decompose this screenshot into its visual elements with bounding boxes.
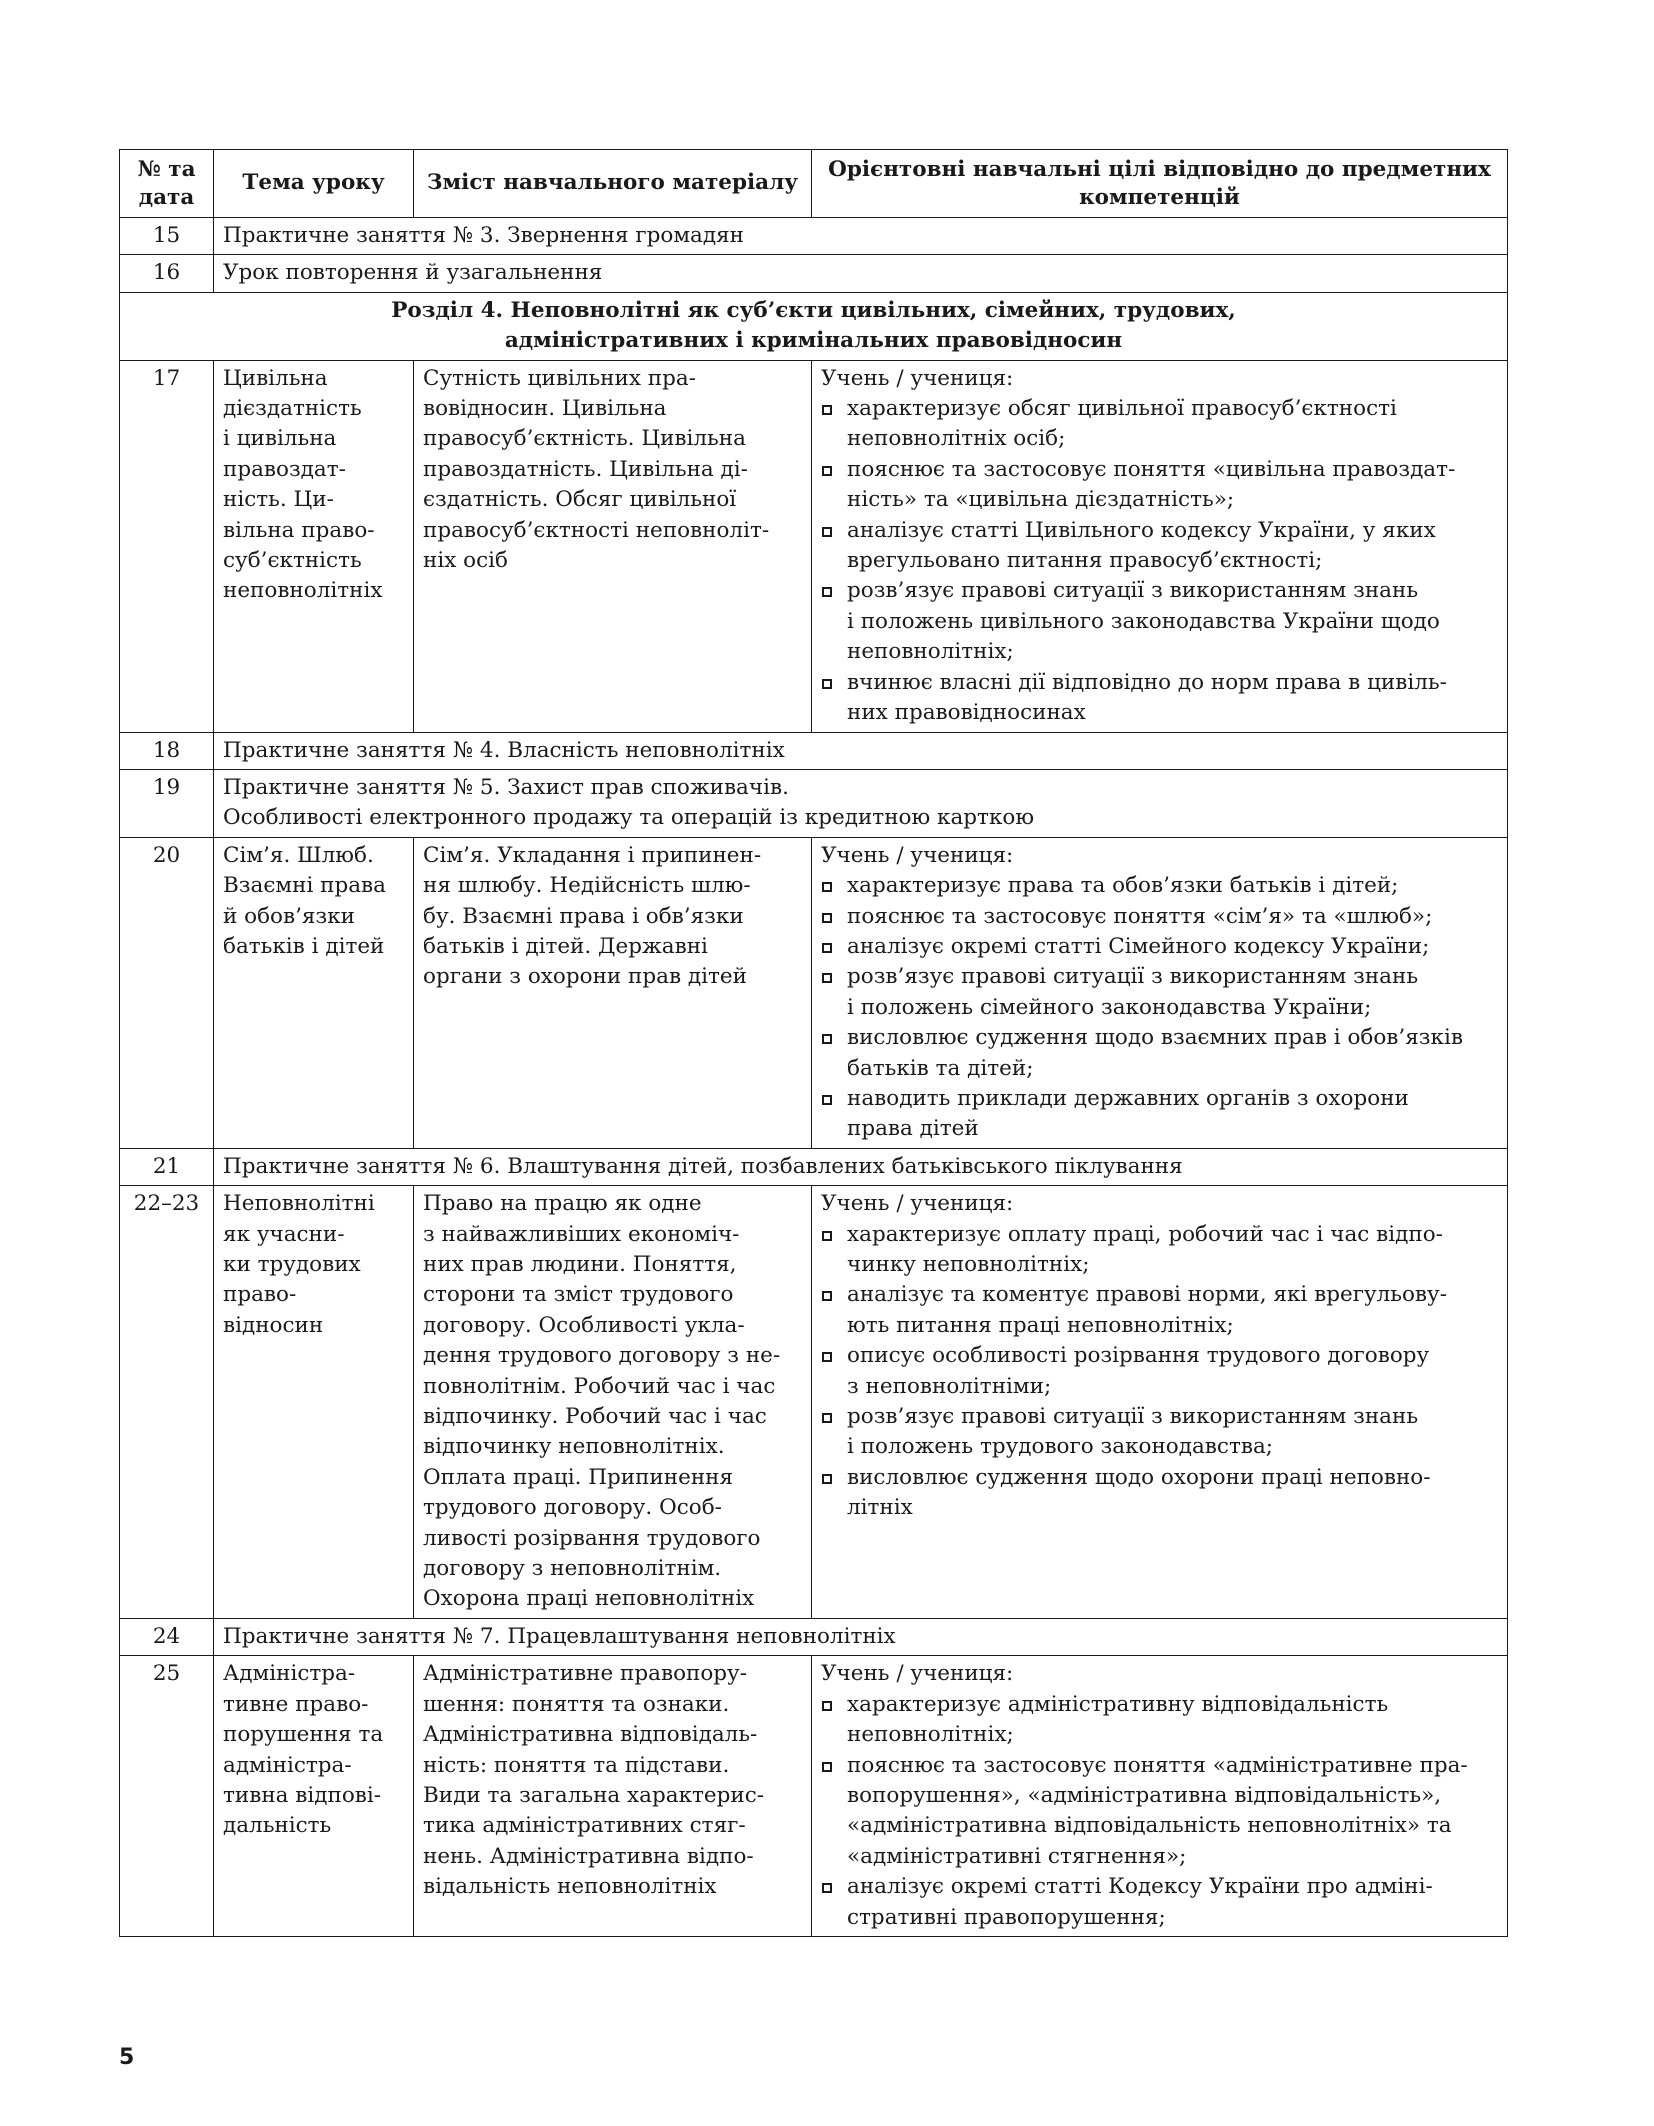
topic-line: дальність: [223, 1813, 332, 1839]
square-bullet-icon: [822, 1762, 832, 1772]
lesson-number: 22–23: [120, 1186, 214, 1619]
square-bullet-icon: [822, 973, 832, 983]
content-line: договору з неповнолітнім.: [423, 1556, 722, 1582]
content-line: трудового договору. Особ-: [423, 1495, 722, 1521]
content-line: них прав людини. Поняття,: [423, 1252, 737, 1277]
practical-lesson-title: Практичне заняття № 6. Влаштування дітей, позбавлених батьківського піклування: [214, 1148, 1508, 1185]
table-row: [120, 732, 1508, 769]
content-line: з найважливіших економіч-: [423, 1221, 740, 1247]
objective-item: [821, 1220, 1498, 1281]
objective-line: описує особливості розірвання трудового договору: [847, 1343, 1430, 1369]
content-line: Сутність цивільних пра-: [423, 365, 696, 391]
topic-line: Взаємні права: [223, 873, 386, 899]
objective-item: [821, 1341, 1498, 1402]
objective-line: розв’язує правові ситуації з використанням знань: [847, 1404, 1419, 1430]
objective-line: характеризує адміністративну відповідальність: [847, 1691, 1389, 1717]
content-line: шення: поняття та ознаки.: [423, 1691, 730, 1717]
objective-line: неповнолітніх;: [847, 1722, 1014, 1748]
header-number-date: № та дата: [120, 150, 214, 218]
topic-line: адміністра-: [223, 1752, 352, 1778]
content-line: правосуб’єктність. Цивільна: [423, 426, 746, 452]
objective-line: пояснює та застосовує поняття «адміністративне пра-: [847, 1752, 1468, 1778]
square-bullet-icon: [822, 1413, 832, 1423]
table-body: [120, 218, 1508, 1937]
square-bullet-icon: [822, 943, 832, 953]
objective-line: і положень цивільного законодавства України щодо: [847, 608, 1440, 634]
lesson-number: 17: [120, 360, 214, 732]
objective-item: [821, 871, 1498, 901]
square-bullet-icon: [822, 527, 832, 537]
topic-line: право-: [223, 1282, 297, 1308]
objective-line: вопорушення», «адміністративна відповідальність»,: [847, 1782, 1442, 1808]
topic-line: тивна відпові-: [223, 1782, 382, 1808]
practical-lesson-title: [214, 769, 1508, 837]
objective-line: права дітей: [847, 1116, 979, 1142]
lesson-number: 19: [120, 769, 214, 837]
topic-line: дієздатність: [223, 396, 362, 422]
lesson-content: [414, 1656, 812, 1937]
practical-lesson-title: Практичне заняття № 3. Звернення громадян: [214, 218, 1508, 255]
content-line: дення трудового договору з не-: [423, 1343, 781, 1369]
topic-line: відносин: [223, 1312, 324, 1338]
content-line: Види та загальна характерис-: [423, 1782, 765, 1808]
objective-line: неповнолітніх;: [847, 639, 1014, 665]
content-line: Адміністративна відповідаль-: [423, 1722, 758, 1748]
lesson-content: [414, 360, 812, 732]
objectives-intro: Учень / учениця:: [821, 1191, 1014, 1217]
lesson-number: 24: [120, 1618, 214, 1655]
content-line: відальність неповнолітніх: [423, 1874, 717, 1900]
topic-line: ки трудових: [223, 1252, 361, 1277]
objective-line: і положень трудового законодавства;: [847, 1434, 1274, 1460]
content-line: ніх осіб: [423, 548, 508, 574]
objective-line: ність» та «цивільна дієздатність»;: [847, 487, 1235, 513]
objective-line: батьків та дітей;: [847, 1055, 1034, 1081]
objective-line: розв’язує правові ситуації з використанням знань: [847, 578, 1419, 604]
content-line: відпочинку. Робочий час і час: [423, 1404, 767, 1430]
content-line: правоздатність. Цивільна ді-: [423, 456, 748, 482]
objective-line: характеризує обсяг цивільної правосуб’єктності: [847, 396, 1397, 422]
lesson-objectives: [812, 837, 1508, 1148]
objective-item: [821, 1023, 1498, 1084]
title-line: Особливості електронного продажу та операцій із кредитною карткою: [223, 805, 1035, 831]
objective-line: чинку неповнолітніх;: [847, 1252, 1090, 1277]
topic-line: і цивільна: [223, 426, 337, 452]
content-line: повнолітнім. Робочий час і час: [423, 1373, 776, 1399]
content-line: договору. Особливості укла-: [423, 1312, 745, 1338]
objective-line: і положень сімейного законодавства України;: [847, 994, 1372, 1020]
practical-lesson-title: Урок повторення й узагальнення: [214, 255, 1508, 292]
topic-line: Сім’я. Шлюб.: [223, 842, 374, 868]
objective-item: [821, 455, 1498, 516]
content-line: Охорона праці неповнолітніх: [423, 1586, 755, 1612]
objective-line: розв’язує правові ситуації з використанням знань: [847, 964, 1419, 990]
topic-line: й обов’язки: [223, 903, 355, 929]
objective-line: пояснює та застосовує поняття «цивільна правоздат-: [847, 456, 1456, 482]
objective-item: [821, 668, 1498, 729]
objective-item: [821, 516, 1498, 577]
objective-line: характеризує оплату праці, робочий час і час відпо-: [847, 1221, 1443, 1247]
lesson-number: 25: [120, 1656, 214, 1937]
content-line: бу. Взаємні права і обв’язки: [423, 903, 744, 929]
section-title-line: Розділ 4. Неповнолітні як суб’єкти цивільних, сімейних, трудових,: [391, 297, 1236, 323]
table-row: [120, 1186, 1508, 1619]
topic-line: суб’єктність: [223, 548, 362, 574]
content-line: органи з охорони прав дітей: [423, 964, 747, 990]
objective-line: літніх: [847, 1495, 913, 1521]
square-bullet-icon: [822, 1231, 832, 1241]
objective-line: аналізує окремі статті Сімейного кодексу України;: [847, 933, 1430, 959]
objective-item: [821, 394, 1498, 455]
objectives-intro: Учень / учениця:: [821, 365, 1014, 391]
square-bullet-icon: [822, 1701, 832, 1711]
square-bullet-icon: [822, 913, 832, 923]
objective-line: «адміністративна відповідальність неповнолітніх» та: [847, 1813, 1452, 1839]
lesson-objectives: [812, 360, 1508, 732]
header-objectives: Орієнтовні навчальні цілі відповідно до предметних компетенцій: [812, 150, 1508, 218]
topic-line: порушення та: [223, 1722, 384, 1748]
section-row: [120, 292, 1508, 360]
objective-line: характеризує права та обов’язки батьків і дітей;: [847, 873, 1399, 899]
topic-line: Адміністра-: [223, 1661, 356, 1687]
objective-line: наводить приклади державних органів з охорони: [847, 1085, 1409, 1111]
objectives-intro: Учень / учениця:: [821, 842, 1014, 868]
square-bullet-icon: [822, 1352, 832, 1362]
header-lesson-topic: Тема уроку: [214, 150, 414, 218]
content-line: єздатність. Обсяг цивільної: [423, 487, 737, 513]
content-line: сторони та зміст трудового: [423, 1282, 734, 1308]
content-line: ня шлюбу. Недійсність шлю-: [423, 873, 751, 899]
content-line: ність: поняття та підстави.: [423, 1752, 730, 1778]
title-line: Практичне заняття № 5. Захист прав споживачів.: [223, 774, 789, 800]
lesson-topic: [214, 837, 414, 1148]
square-bullet-icon: [822, 1034, 832, 1044]
objective-item: [821, 1751, 1498, 1873]
topic-line: Цивільна: [223, 365, 328, 391]
content-line: тика адміністративних стяг-: [423, 1813, 746, 1839]
square-bullet-icon: [822, 679, 832, 689]
objective-line: з неповнолітніми;: [847, 1373, 1052, 1399]
lesson-number: 18: [120, 732, 214, 769]
objective-line: аналізує окремі статті Кодексу України про адміні-: [847, 1874, 1433, 1900]
objective-item: [821, 932, 1498, 962]
objective-item: [821, 1402, 1498, 1463]
lesson-number: 20: [120, 837, 214, 1148]
curriculum-table: [119, 149, 1508, 1937]
topic-line: правоздат-: [223, 456, 346, 482]
square-bullet-icon: [822, 587, 832, 597]
content-line: Сім’я. Укладання і припинен-: [423, 842, 762, 868]
table-header-row: [120, 150, 1508, 218]
lesson-content: [414, 1186, 812, 1619]
lesson-number: 21: [120, 1148, 214, 1185]
table-row: [120, 255, 1508, 292]
content-line: відпочинку неповнолітніх.: [423, 1434, 725, 1460]
content-line: Право на працю як одне: [423, 1191, 702, 1217]
page-number: 5: [119, 2045, 135, 2070]
lesson-number: 16: [120, 255, 214, 292]
content-line: ливості розірвання трудового: [423, 1525, 761, 1551]
objective-line: неповнолітніх осіб;: [847, 426, 1066, 452]
content-line: Адміністративне правопору-: [423, 1661, 747, 1687]
lesson-objectives: [812, 1656, 1508, 1937]
table-row: [120, 1148, 1508, 1185]
objective-line: врегульовано питання правосуб’єктності;: [847, 548, 1323, 574]
objective-item: [821, 1690, 1498, 1751]
objective-line: вчинює власні дії відповідно до норм права в цивіль-: [847, 669, 1447, 695]
lesson-topic: [214, 1186, 414, 1619]
header-content: Зміст навчального матеріалу: [414, 150, 812, 218]
objective-line: пояснює та застосовує поняття «сім’я» та «шлюб»;: [847, 903, 1433, 929]
objective-item: [821, 1872, 1498, 1933]
objective-line: аналізує та коментує правові норми, які врегульову-: [847, 1282, 1447, 1308]
table-row: [120, 1656, 1508, 1937]
square-bullet-icon: [822, 1883, 832, 1893]
objective-line: висловлює судження щодо взаємних прав і обов’язків: [847, 1025, 1463, 1051]
table-row: [120, 1618, 1508, 1655]
topic-line: вільна право-: [223, 517, 375, 543]
topic-line: тивне право-: [223, 1691, 369, 1717]
topic-line: Неповнолітні: [223, 1191, 375, 1217]
content-line: батьків і дітей. Державні: [423, 933, 708, 959]
objectives-intro: Учень / учениця:: [821, 1661, 1014, 1687]
objective-line: аналізує статті Цивільного кодексу України, у яких: [847, 517, 1436, 543]
square-bullet-icon: [822, 405, 832, 415]
objective-item: [821, 1280, 1498, 1341]
table-row: [120, 837, 1508, 1148]
section-title-line: адміністративних і кримінальних правовідносин: [504, 328, 1123, 354]
objective-item: [821, 1463, 1498, 1524]
content-line: правосуб’єктності неповноліт-: [423, 517, 770, 543]
content-line: нень. Адміністративна відпо-: [423, 1843, 754, 1869]
square-bullet-icon: [822, 466, 832, 476]
square-bullet-icon: [822, 1474, 832, 1484]
objective-item: [821, 576, 1498, 667]
content-line: Оплата праці. Припинення: [423, 1464, 734, 1490]
table-row: [120, 218, 1508, 255]
content-line: вовідносин. Цивільна: [423, 396, 667, 422]
topic-line: як учасни-: [223, 1221, 345, 1247]
lesson-objectives: [812, 1186, 1508, 1619]
square-bullet-icon: [822, 1095, 832, 1105]
practical-lesson-title: Практичне заняття № 7. Працевлаштування неповнолітніх: [214, 1618, 1508, 1655]
objective-line: висловлює судження щодо охорони праці неповно-: [847, 1464, 1431, 1490]
practical-lesson-title: Практичне заняття № 4. Власність неповнолітніх: [214, 732, 1508, 769]
topic-line: неповнолітніх: [223, 578, 383, 604]
objective-item: [821, 962, 1498, 1023]
objective-line: стративні правопорушення;: [847, 1904, 1166, 1930]
table-row: [120, 360, 1508, 732]
objective-item: [821, 1084, 1498, 1145]
curriculum-page: [119, 149, 1507, 1937]
square-bullet-icon: [822, 1291, 832, 1301]
lesson-number: 15: [120, 218, 214, 255]
lesson-topic: [214, 1656, 414, 1937]
objective-item: [821, 902, 1498, 932]
lesson-topic: [214, 360, 414, 732]
square-bullet-icon: [822, 882, 832, 892]
objective-line: «адміністративні стягнення»;: [847, 1843, 1187, 1869]
objective-line: ють питання праці неповнолітніх;: [847, 1312, 1234, 1338]
objective-line: них правовідносинах: [847, 700, 1086, 726]
topic-line: батьків і дітей: [223, 933, 385, 959]
section-title: [120, 292, 1508, 360]
lesson-content: [414, 837, 812, 1148]
topic-line: ність. Ци-: [223, 487, 334, 513]
table-row: [120, 769, 1508, 837]
